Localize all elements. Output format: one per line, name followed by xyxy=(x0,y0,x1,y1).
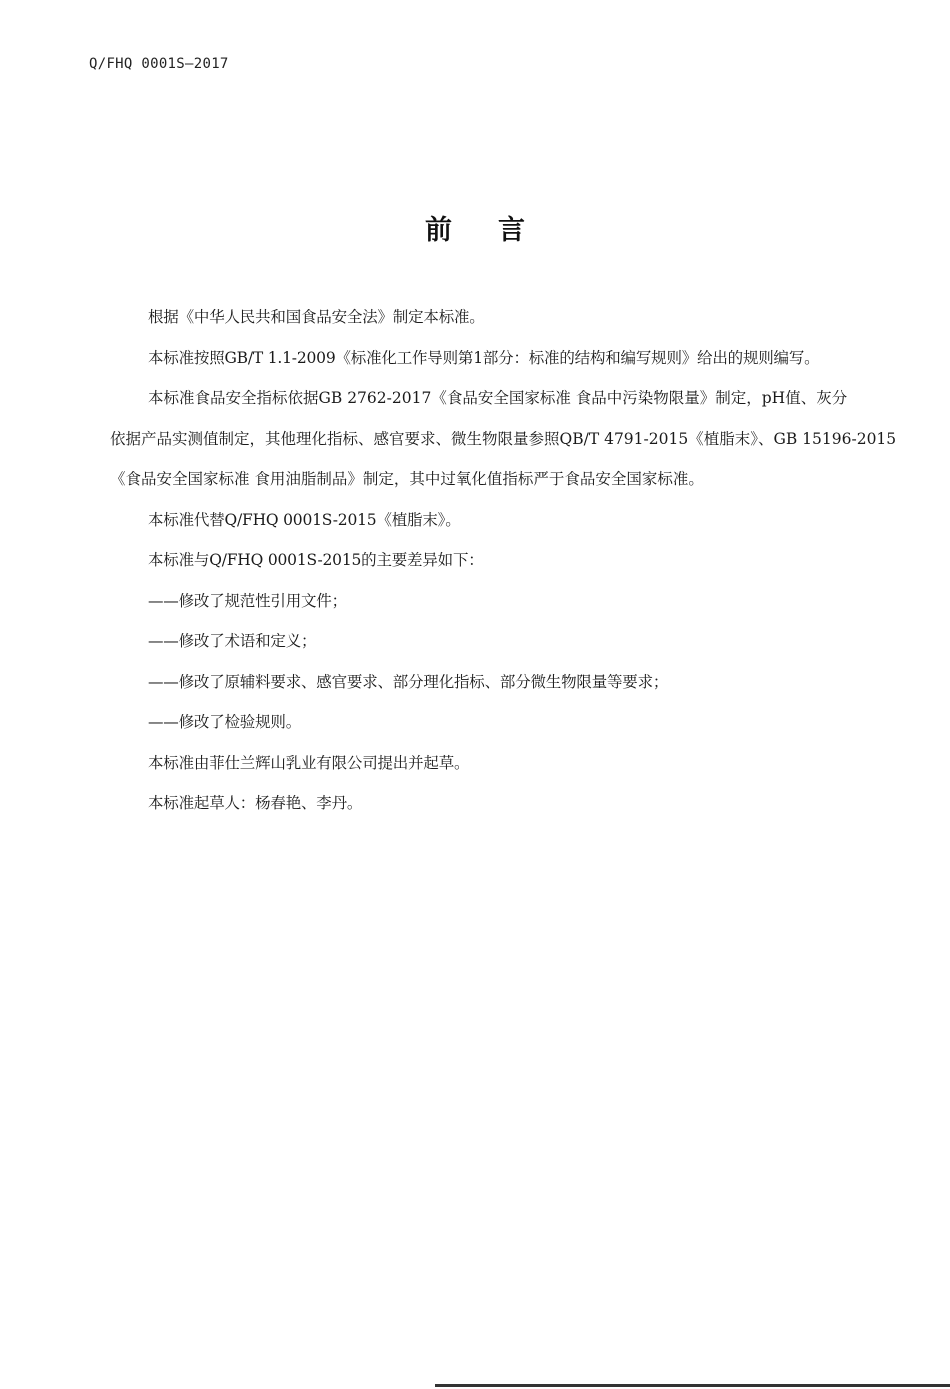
paragraph-replaces: 本标准代替Q/FHQ 0001S-2015《植脂末》。 xyxy=(148,510,461,529)
paragraph-safety-indicators xyxy=(110,378,897,500)
list-item-inspection-rules: ——修改了检验规则。 xyxy=(148,713,302,731)
section-title: 前言 xyxy=(425,215,571,246)
foreword-body xyxy=(110,297,897,824)
paragraph-safety-indicators-line-1: 本标准食品安全指标依据GB 2762-2017《食品安全国家标准 食品中污染物限量》制定，pH值、灰分 xyxy=(148,389,848,407)
paragraph-differences-intro: 本标准与Q/FHQ 0001S-2015的主要差异如下： xyxy=(148,551,484,569)
paragraph-safety-indicators-line-3: 《食品安全国家标准 食用油脂制品》制定，其中过氧化值指标严于食品安全国家标准。 xyxy=(110,470,704,488)
document-code: Q/FHQ 0001S—2017 xyxy=(89,56,229,72)
list-item-terms-definitions: ——修改了术语和定义； xyxy=(148,632,317,650)
list-item-requirements: ——修改了原辅料要求、感官要求、部分理化指标、部分微生物限量等要求； xyxy=(148,672,669,691)
paragraph-drafters: 本标准起草人：杨春艳、李丹。 xyxy=(148,794,363,812)
paragraph-drafting-rules: 本标准按照GB/T 1.1-2009《标准化工作导则第1部分：标准的结构和编写规则》给出的规则编写。 xyxy=(148,348,820,367)
paragraph-legal-basis: 根据《中华人民共和国食品安全法》制定本标准。 xyxy=(148,308,485,326)
bottom-edge-line xyxy=(435,1384,950,1387)
paragraph-proposer: 本标准由菲仕兰辉山乳业有限公司提出并起草。 xyxy=(148,753,470,772)
list-item-normative-references: ——修改了规范性引用文件； xyxy=(148,591,347,610)
paragraph-safety-indicators-line-2: 依据产品实测值制定，其他理化指标、感官要求、微生物限量参照QB/T 4791-2015《植脂末》、GB 15196-2015 xyxy=(110,429,897,448)
